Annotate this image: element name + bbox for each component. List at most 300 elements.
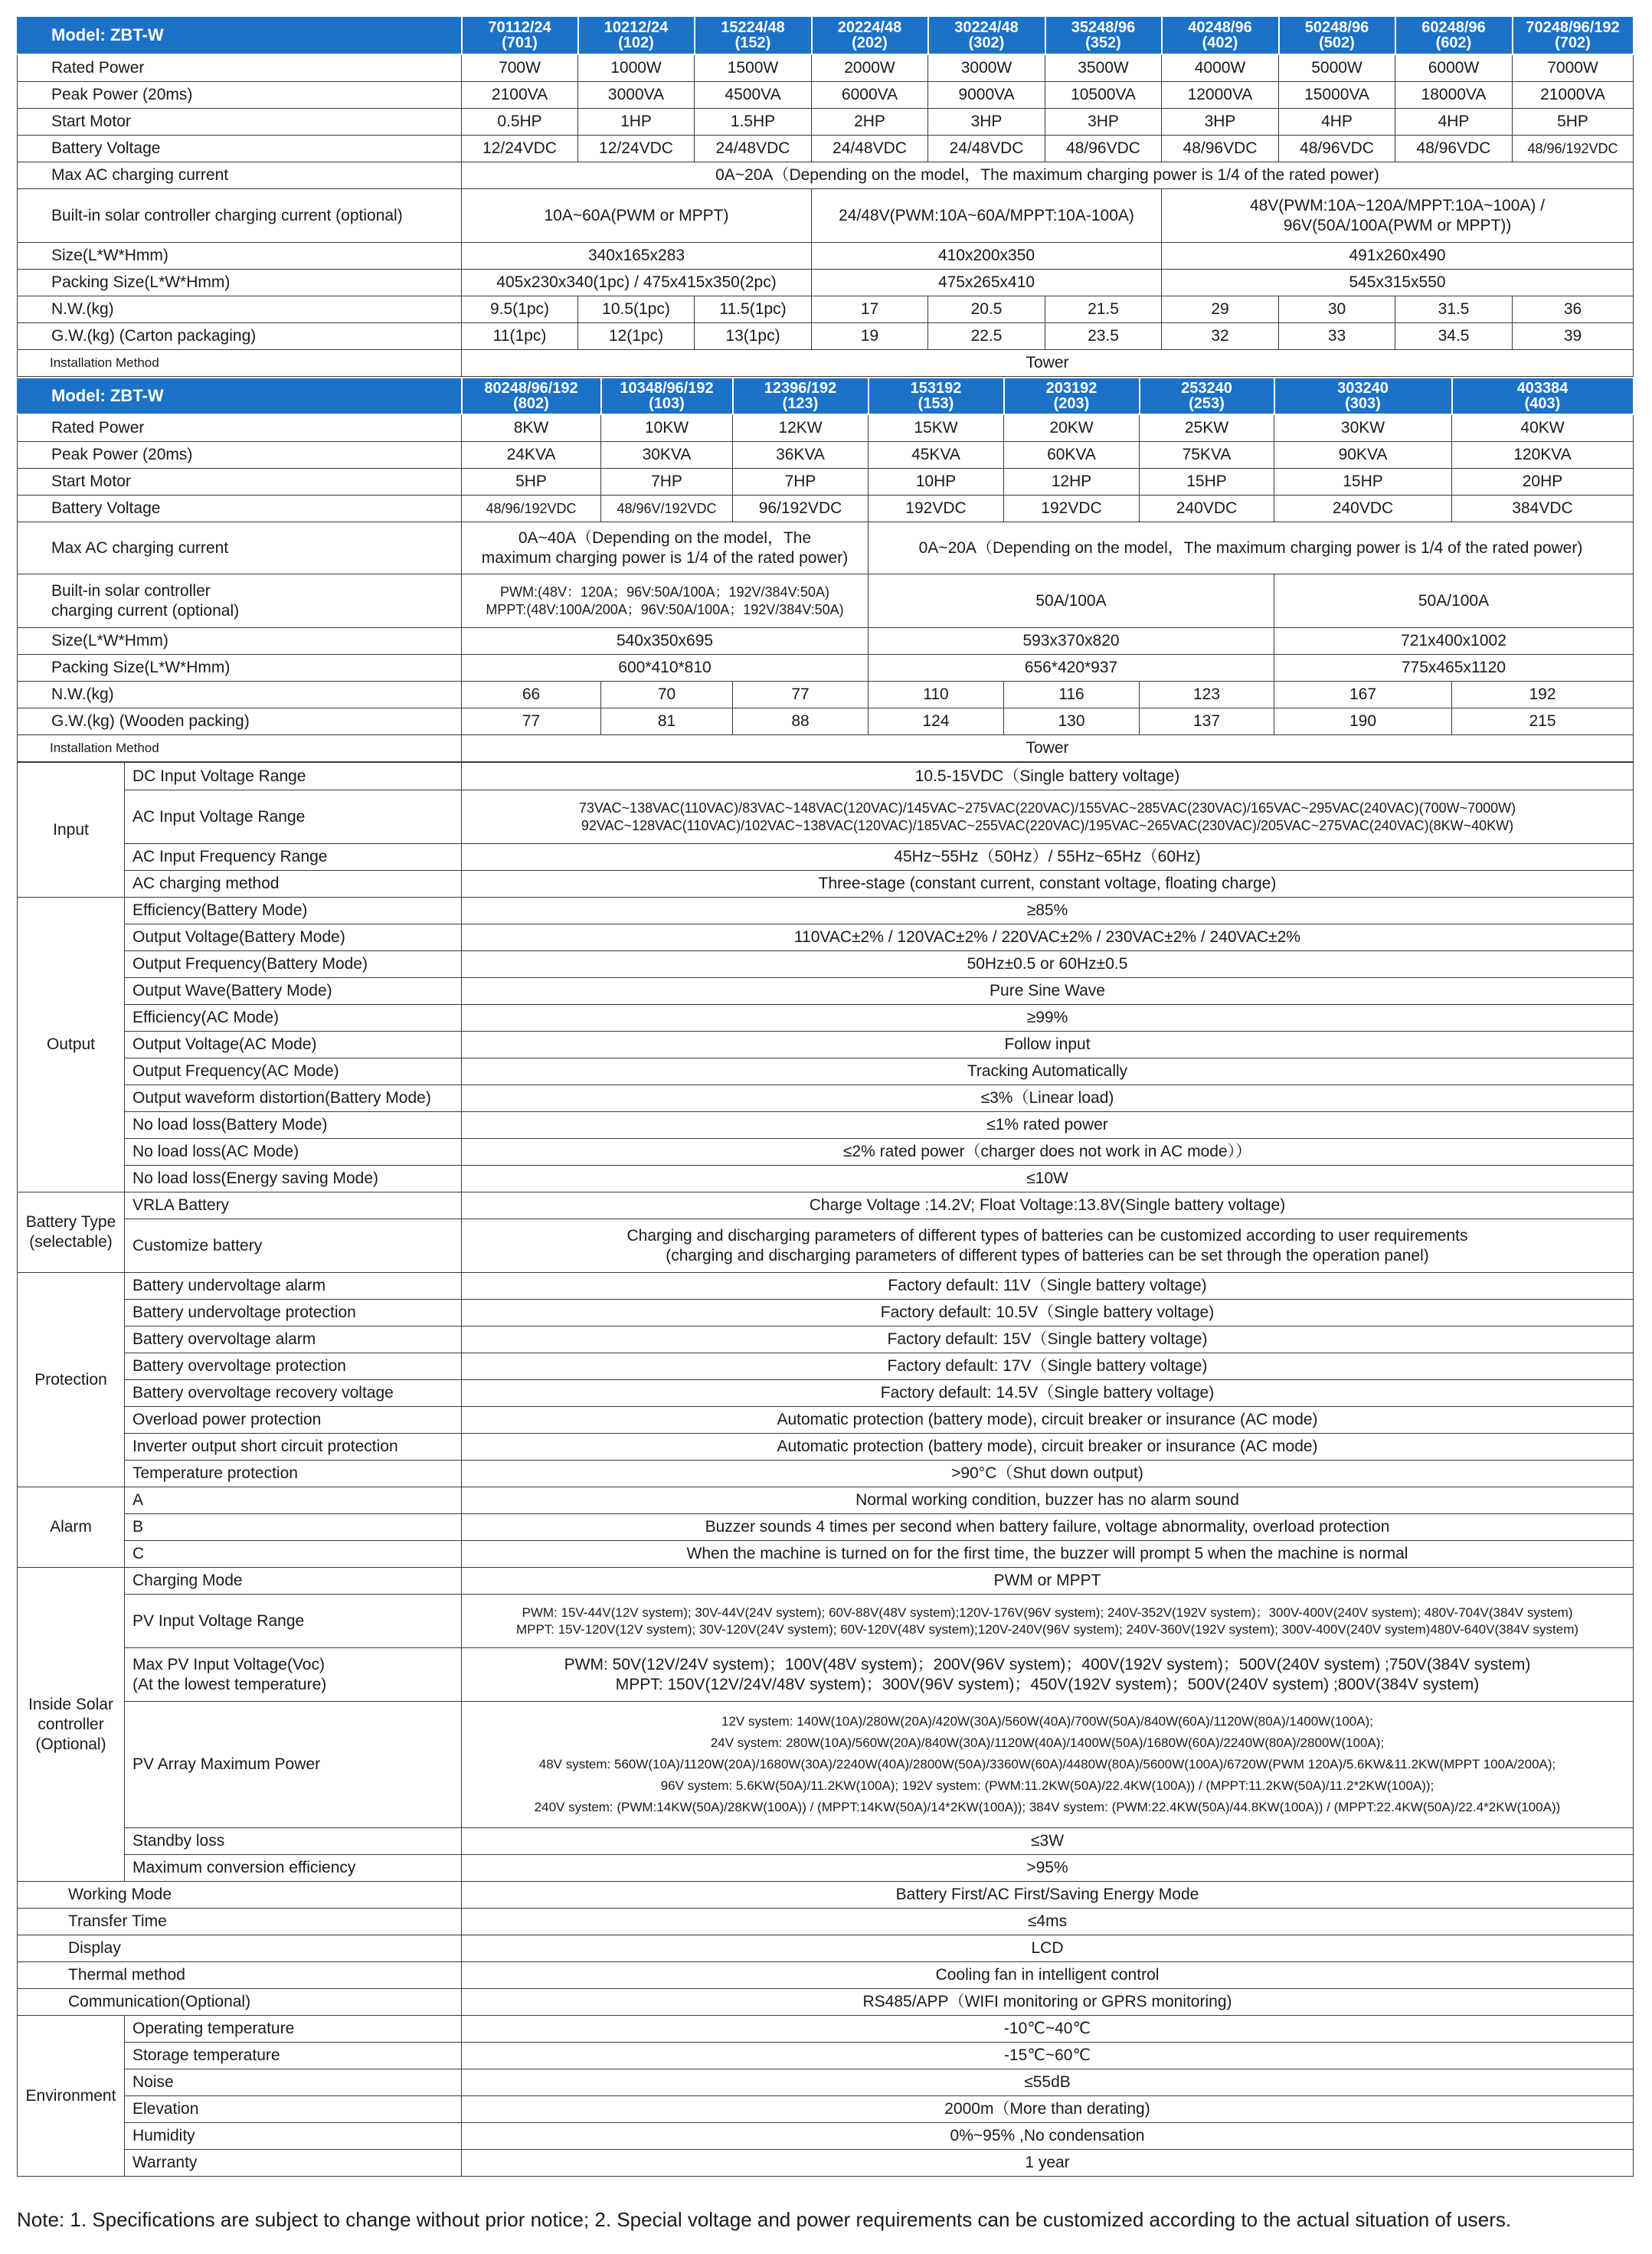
group-battery-type: Battery Type (selectable) bbox=[18, 1192, 125, 1273]
cell: 34.5 bbox=[1395, 323, 1513, 350]
cell: 77 bbox=[733, 682, 869, 708]
cell: 81 bbox=[601, 708, 733, 735]
cell: 540x350x695 bbox=[462, 628, 869, 655]
row-label: Installation Method bbox=[18, 350, 462, 377]
cell: Cooling fan in intelligent control bbox=[462, 1962, 1634, 1989]
cell: 110 bbox=[869, 682, 1004, 708]
cell: 190 bbox=[1274, 708, 1452, 735]
row-label: Operating temperature bbox=[125, 2016, 462, 2043]
cell: 1000W bbox=[578, 54, 695, 82]
row-label: Output waveform distortion(Battery Mode) bbox=[125, 1085, 462, 1112]
cell: Pure Sine Wave bbox=[462, 978, 1634, 1005]
spec-sheet bbox=[17, 15, 1633, 2177]
output-row bbox=[18, 1032, 1634, 1058]
cell: 15KW bbox=[869, 414, 1004, 442]
row-label: No load loss(AC Mode) bbox=[125, 1139, 462, 1166]
alarm-row bbox=[18, 1487, 1634, 1514]
cell: 600*410*810 bbox=[462, 655, 869, 682]
cell: 30KVA bbox=[601, 442, 733, 469]
row-label: Packing Size(L*W*Hmm) bbox=[18, 270, 462, 296]
model-header: 12396/192 (123) bbox=[733, 378, 869, 414]
row-label: G.W.(kg) (Carton packaging) bbox=[18, 323, 462, 350]
protection-row bbox=[18, 1407, 1634, 1434]
cell: 2100VA bbox=[462, 82, 578, 109]
model-header: 30224/48 (302) bbox=[928, 16, 1045, 54]
cell: 48/96V/192VDC bbox=[601, 496, 733, 522]
row-label: No load loss(Battery Mode) bbox=[125, 1112, 462, 1139]
model-header: 203192 (203) bbox=[1004, 378, 1140, 414]
row-label: Output Voltage(AC Mode) bbox=[125, 1032, 462, 1058]
cell: 22.5 bbox=[928, 323, 1045, 350]
cell: 21.5 bbox=[1045, 296, 1162, 323]
cell: 88 bbox=[733, 708, 869, 735]
row-label: Elevation bbox=[125, 2096, 462, 2123]
cell: 60KVA bbox=[1004, 442, 1140, 469]
spec-table-2 bbox=[17, 377, 1634, 762]
row-label: Rated Power bbox=[18, 414, 462, 442]
cell: 23.5 bbox=[1045, 323, 1162, 350]
cell: 2000m（More than derating) bbox=[462, 2096, 1634, 2123]
cell: 3000W bbox=[928, 54, 1045, 82]
nw-row bbox=[18, 296, 1634, 323]
model-header: 60248/96 (602) bbox=[1395, 16, 1513, 54]
env-row bbox=[18, 2043, 1634, 2069]
cell: Tower bbox=[462, 735, 1634, 762]
nw-row bbox=[18, 682, 1634, 708]
protection-row bbox=[18, 1434, 1634, 1461]
model-header: 50248/96 (502) bbox=[1279, 16, 1395, 54]
cell: 30 bbox=[1279, 296, 1395, 323]
env-row bbox=[18, 2123, 1634, 2150]
row-label: VRLA Battery bbox=[125, 1192, 462, 1219]
cell: Factory default: 17V（Single battery voltage) bbox=[462, 1353, 1634, 1380]
cell: 5HP bbox=[1513, 109, 1634, 136]
cell: 32 bbox=[1162, 323, 1279, 350]
row-label: Customize battery bbox=[125, 1219, 462, 1273]
row-label: Battery overvoltage protection bbox=[125, 1353, 462, 1380]
cell: 3HP bbox=[928, 109, 1045, 136]
cell: 8KW bbox=[462, 414, 601, 442]
row-label: Temperature protection bbox=[125, 1461, 462, 1487]
cell: 48/96VDC bbox=[1395, 136, 1513, 162]
cell: Factory default: 14.5V（Single battery voltage) bbox=[462, 1380, 1634, 1407]
cell: 0A~20A（Depending on the model，The maximum charging power is 1/4 of the rated power) bbox=[869, 522, 1634, 574]
battery-vrla-row bbox=[18, 1192, 1634, 1219]
row-label: Battery Voltage bbox=[18, 496, 462, 522]
row-label: N.W.(kg) bbox=[18, 682, 462, 708]
cell: 70 bbox=[601, 682, 733, 708]
output-row bbox=[18, 1112, 1634, 1139]
row-label: Max AC charging current bbox=[18, 522, 462, 574]
row-label: Start Motor bbox=[18, 109, 462, 136]
cell: 6000W bbox=[1395, 54, 1513, 82]
cell: 5000W bbox=[1279, 54, 1395, 82]
cell: 20.5 bbox=[928, 296, 1045, 323]
cell: 721x400x1002 bbox=[1274, 628, 1634, 655]
cell: 48/96VDC bbox=[1045, 136, 1162, 162]
input-dc-row bbox=[18, 763, 1634, 790]
general-row bbox=[18, 1989, 1634, 2016]
cell: 96/192VDC bbox=[733, 496, 869, 522]
cell: 3500W bbox=[1045, 54, 1162, 82]
cell: 0%~95% ,No condensation bbox=[462, 2123, 1634, 2150]
general-row bbox=[18, 1909, 1634, 1935]
cell: 20KW bbox=[1004, 414, 1140, 442]
model-label: Model: ZBT-W bbox=[18, 378, 462, 414]
cell: 50A/100A bbox=[1274, 574, 1634, 628]
env-row bbox=[18, 2150, 1634, 2177]
cell: 12/24VDC bbox=[462, 136, 578, 162]
row-label: Humidity bbox=[125, 2123, 462, 2150]
cell: 192VDC bbox=[1004, 496, 1140, 522]
cell: 9000VA bbox=[928, 82, 1045, 109]
cell: 20HP bbox=[1452, 469, 1634, 496]
solar-pv-array-row bbox=[18, 1702, 1634, 1828]
cell: 384VDC bbox=[1452, 496, 1634, 522]
input-charge-row bbox=[18, 871, 1634, 898]
cell: 1HP bbox=[578, 109, 695, 136]
cell: Charge Voltage :14.2V; Float Voltage:13.8V(Single battery voltage) bbox=[462, 1192, 1634, 1219]
model-header: 10348/96/192 (103) bbox=[601, 378, 733, 414]
cell: ≤3%（Linear load) bbox=[462, 1085, 1634, 1112]
peak-power-row bbox=[18, 82, 1634, 109]
row-label: Maximum conversion efficiency bbox=[125, 1855, 462, 1882]
protection-row bbox=[18, 1353, 1634, 1380]
solar-current-row bbox=[18, 189, 1634, 243]
model-header: 20224/48 (202) bbox=[812, 16, 928, 54]
row-label: AC Input Voltage Range bbox=[125, 790, 462, 844]
cell: 192VDC bbox=[869, 496, 1004, 522]
output-row bbox=[18, 1058, 1634, 1085]
cell: 7HP bbox=[733, 469, 869, 496]
row-label: PV Input Voltage Range bbox=[125, 1595, 462, 1648]
model-header: 15224/48 (152) bbox=[695, 16, 812, 54]
env-row bbox=[18, 2096, 1634, 2123]
max-ac-row bbox=[18, 162, 1634, 189]
battery-custom-row bbox=[18, 1219, 1634, 1273]
cell: 3HP bbox=[1045, 109, 1162, 136]
cell: ≤1% rated power bbox=[462, 1112, 1634, 1139]
gw-row bbox=[18, 323, 1634, 350]
cell: ≤10W bbox=[462, 1166, 1634, 1192]
cell: 3000VA bbox=[578, 82, 695, 109]
cell: 475x265x410 bbox=[812, 270, 1162, 296]
row-label: Output Wave(Battery Mode) bbox=[125, 978, 462, 1005]
output-row bbox=[18, 978, 1634, 1005]
cell: 10KW bbox=[601, 414, 733, 442]
row-label: Start Motor bbox=[18, 469, 462, 496]
cell: Normal working condition, buzzer has no alarm sound bbox=[462, 1487, 1634, 1514]
model-header: 403384 (403) bbox=[1452, 378, 1634, 414]
cell: 410x200x350 bbox=[812, 243, 1162, 270]
install-row bbox=[18, 350, 1634, 377]
cell: 12/24VDC bbox=[578, 136, 695, 162]
rated-power-row bbox=[18, 414, 1634, 442]
cell: ≥85% bbox=[462, 898, 1634, 924]
peak-power-row bbox=[18, 442, 1634, 469]
input-freq-row bbox=[18, 844, 1634, 871]
cell: 24/48VDC bbox=[695, 136, 812, 162]
cell: 0A~40A（Depending on the model，The maximum charging power is 1/4 of the rated power) bbox=[462, 522, 869, 574]
cell: 12HP bbox=[1004, 469, 1140, 496]
cell: 48/96VDC bbox=[1162, 136, 1279, 162]
solar-max-pv-row bbox=[18, 1648, 1634, 1702]
cell: 116 bbox=[1004, 682, 1140, 708]
cell: 24/48V(PWM:10A~60A/MPPT:10A-100A) bbox=[812, 189, 1162, 243]
row-label: A bbox=[125, 1487, 462, 1514]
row-label: Working Mode bbox=[18, 1882, 462, 1909]
group-protection: Protection bbox=[18, 1273, 125, 1487]
install-row bbox=[18, 735, 1634, 762]
cell: 0A~20A（Depending on the model，The maximum charging power is 1/4 of the rated power) bbox=[462, 162, 1634, 189]
row-label: Storage temperature bbox=[125, 2043, 462, 2069]
cell: 39 bbox=[1513, 323, 1634, 350]
cell: ≤3W bbox=[462, 1828, 1634, 1855]
model-header: 70248/96/192 (702) bbox=[1513, 16, 1634, 54]
solar-conversion-row bbox=[18, 1855, 1634, 1882]
row-label: Transfer Time bbox=[18, 1909, 462, 1935]
cell: ≤55dB bbox=[462, 2069, 1634, 2096]
row-label: N.W.(kg) bbox=[18, 296, 462, 323]
group-input: Input bbox=[18, 763, 125, 898]
cell: Battery First/AC First/Saving Energy Mode bbox=[462, 1882, 1634, 1909]
cell: ≤4ms bbox=[462, 1909, 1634, 1935]
output-row bbox=[18, 924, 1634, 951]
alarm-row bbox=[18, 1541, 1634, 1568]
cell: Factory default: 10.5V（Single battery voltage) bbox=[462, 1300, 1634, 1327]
output-row bbox=[18, 1005, 1634, 1032]
alarm-row bbox=[18, 1514, 1634, 1541]
cell: 10.5(1pc) bbox=[578, 296, 695, 323]
group-alarm: Alarm bbox=[18, 1487, 125, 1568]
cell: -10℃~40℃ bbox=[462, 2016, 1634, 2043]
cell: 775x465x1120 bbox=[1274, 655, 1634, 682]
cell: PWM: 50V(12V/24V system)；100V(48V system)；200V(96V system)；400V(192V system)；500V(240V system) ;750V(384V system) MPPT: 150V(12V/24V/48V system)；300V(96V system)；450V(192V system)；500V(240V system) ;800V(384V system) bbox=[462, 1648, 1634, 1702]
size-row bbox=[18, 243, 1634, 270]
cell: 4HP bbox=[1279, 109, 1395, 136]
cell: PWM: 15V-44V(12V system); 30V-44V(24V system); 60V-88V(48V system);120V-176V(96V system); 240V-352V(192V system)；300V-400V(240V system); 480V-704V(384V system) MPPT: 15V-120V(12V system); 30V-120V(24V system); 60V-120V(48V system);120V-240V(96V system); 240V-360V(192V system); 300V-400V(240V system)480V-640V(384V system) bbox=[462, 1595, 1634, 1648]
cell: Follow input bbox=[462, 1032, 1634, 1058]
cell: 110VAC±2% / 120VAC±2% / 220VAC±2% / 230VAC±2% / 240VAC±2% bbox=[462, 924, 1634, 951]
env-row bbox=[18, 2069, 1634, 2096]
cell: PWM:(48V：120A；96V:50A/100A；192V/384V:50A) MPPT:(48V:100A/200A；96V:50A/100A；192V/384V:50A) bbox=[462, 574, 869, 628]
cell: LCD bbox=[462, 1935, 1634, 1962]
cell: 1 year bbox=[462, 2150, 1634, 2177]
row-label: Built-in solar controller charging current (optional) bbox=[18, 189, 462, 243]
cell: 15000VA bbox=[1279, 82, 1395, 109]
cell: 5HP bbox=[462, 469, 601, 496]
cell: -15℃~60℃ bbox=[462, 2043, 1634, 2069]
cell: 7000W bbox=[1513, 54, 1634, 82]
spec-table-1 bbox=[17, 15, 1634, 377]
cell: 124 bbox=[869, 708, 1004, 735]
cell: 24/48VDC bbox=[928, 136, 1045, 162]
row-label: Battery Voltage bbox=[18, 136, 462, 162]
cell: 48/96/192VDC bbox=[462, 496, 601, 522]
battery-voltage-row bbox=[18, 136, 1634, 162]
row-label: G.W.(kg) (Wooden packing) bbox=[18, 708, 462, 735]
cell: 19 bbox=[812, 323, 928, 350]
cell: 30KW bbox=[1274, 414, 1452, 442]
cell: 15HP bbox=[1274, 469, 1452, 496]
cell: 12KW bbox=[733, 414, 869, 442]
cell: 24KVA bbox=[462, 442, 601, 469]
cell: 2000W bbox=[812, 54, 928, 82]
model-header: 80248/96/192 (802) bbox=[462, 378, 601, 414]
cell: 6000VA bbox=[812, 82, 928, 109]
cell: 25KW bbox=[1140, 414, 1274, 442]
battery-voltage-row bbox=[18, 496, 1634, 522]
cell: 137 bbox=[1140, 708, 1274, 735]
cell: 656*420*937 bbox=[869, 655, 1274, 682]
cell: When the machine is turned on for the first time, the buzzer will prompt 5 when the machine is normal bbox=[462, 1541, 1634, 1568]
cell: 73VAC~138VAC(110VAC)/83VAC~148VAC(120VAC)/145VAC~275VAC(220VAC)/155VAC~285VAC(230VAC)/165VAC~295VAC(240VAC)(700W~7000W) 92VAC~128VAC(110VAC)/102VAC~138VAC(120VAC)/185VAC~255VAC(220VAC)/195VAC~265VAC(230VAC)/205VAC~275VAC(240VAC)(8KW~40KW) bbox=[462, 790, 1634, 844]
row-label: Noise bbox=[125, 2069, 462, 2096]
row-label: No load loss(Energy saving Mode) bbox=[125, 1166, 462, 1192]
protection-row bbox=[18, 1380, 1634, 1407]
cell: 240VDC bbox=[1140, 496, 1274, 522]
solar-mode-row bbox=[18, 1568, 1634, 1595]
output-row bbox=[18, 898, 1634, 924]
cell: 15HP bbox=[1140, 469, 1274, 496]
output-row bbox=[18, 951, 1634, 978]
solar-current-row bbox=[18, 574, 1634, 628]
cell: >95% bbox=[462, 1855, 1634, 1882]
protection-row bbox=[18, 1327, 1634, 1353]
input-ac-range-row bbox=[18, 790, 1634, 844]
model-header-row bbox=[18, 16, 1634, 54]
cell: 40KW bbox=[1452, 414, 1634, 442]
general-row bbox=[18, 1935, 1634, 1962]
cell: 2HP bbox=[812, 109, 928, 136]
cell: 1500W bbox=[695, 54, 812, 82]
row-label: C bbox=[125, 1541, 462, 1568]
cell: Charging and discharging parameters of different types of batteries can be customized according to user requirements (charging and discharging parameters of different types of batteries can be set through the operation panel) bbox=[462, 1219, 1634, 1273]
row-label: Overload power protection bbox=[125, 1407, 462, 1434]
rated-power-row bbox=[18, 54, 1634, 82]
cell: 10HP bbox=[869, 469, 1004, 496]
output-row bbox=[18, 1085, 1634, 1112]
row-label: Rated Power bbox=[18, 54, 462, 82]
row-label: Standby loss bbox=[125, 1828, 462, 1855]
cell: 405x230x340(1pc) / 475x415x350(2pc) bbox=[462, 270, 812, 296]
cell: 700W bbox=[462, 54, 578, 82]
cell: 48/96/192VDC bbox=[1513, 136, 1634, 162]
cell: 0.5HP bbox=[462, 109, 578, 136]
cell: 4500VA bbox=[695, 82, 812, 109]
cell: 3HP bbox=[1162, 109, 1279, 136]
cell: 21000VA bbox=[1513, 82, 1634, 109]
cell: Tower bbox=[462, 350, 1634, 377]
packing-row bbox=[18, 655, 1634, 682]
cell: 167 bbox=[1274, 682, 1452, 708]
protection-row bbox=[18, 1300, 1634, 1327]
cell: 11(1pc) bbox=[462, 323, 578, 350]
cell: 36 bbox=[1513, 296, 1634, 323]
cell: ≤2% rated power（charger does not work in AC mode）） bbox=[462, 1139, 1634, 1166]
group-solar-controller: Inside Solar controller (Optional) bbox=[18, 1568, 125, 1882]
cell: ≥99% bbox=[462, 1005, 1634, 1032]
cell: 17 bbox=[812, 296, 928, 323]
cell: 50A/100A bbox=[869, 574, 1274, 628]
row-label: Communication(Optional) bbox=[18, 1989, 462, 2016]
cell: 29 bbox=[1162, 296, 1279, 323]
cell: 12V system: 140W(10A)/280W(20A)/420W(30A)/560W(40A)/700W(50A)/840W(60A)/1120W(80A)/1400W(100A); 24V system: 280W(10A)/560W(20A)/840W(30A)/1120W(40A)/1400W(50A)/1680W(60A)/2240W(80A)/2800W(100A); 48V system: 560W(10A)/1120W(20A)/1680W(30A)/2240W(40A)/2800W(50A)/3360W(60A)/4480W(80A)/5600W(100A)/6720W(PWM 120A)/5.6KW&11.2KW(MPPT 100A/200A); 96V system: 5.6KW(50A)/11.2KW(100A); 192V system: (PWM:11.2KW(50A)/22.4KW(100A)) / (MPPT:11.2KW(50A)/11.2*2KW(100A)); 240V system: (PWM:14KW(50A)/28KW(100A)) / (MPPT:14KW(50A)/14*2KW(100A)); 384V system: (PWM:22.4KW(50A)/44.8KW(100A)) / (MPPT:22.4KW(50A)/22.4*2KW(100A)) bbox=[462, 1702, 1634, 1828]
solar-pv-input-row bbox=[18, 1595, 1634, 1648]
cell: 33 bbox=[1279, 323, 1395, 350]
row-label: PV Array Maximum Power bbox=[125, 1702, 462, 1828]
model-header: 303240 (303) bbox=[1274, 378, 1452, 414]
row-label: Charging Mode bbox=[125, 1568, 462, 1595]
cell: 491x260x490 bbox=[1162, 243, 1634, 270]
cell: 31.5 bbox=[1395, 296, 1513, 323]
row-label: Packing Size(L*W*Hmm) bbox=[18, 655, 462, 682]
model-header: 40248/96 (402) bbox=[1162, 16, 1279, 54]
cell: Factory default: 15V（Single battery voltage) bbox=[462, 1327, 1634, 1353]
cell: 75KVA bbox=[1140, 442, 1274, 469]
cell: Three-stage (constant current, constant voltage, floating charge) bbox=[462, 871, 1634, 898]
cell: PWM or MPPT bbox=[462, 1568, 1634, 1595]
cell: 13(1pc) bbox=[695, 323, 812, 350]
cell: 10A~60A(PWM or MPPT) bbox=[462, 189, 812, 243]
row-label: Max AC charging current bbox=[18, 162, 462, 189]
cell: 45KVA bbox=[869, 442, 1004, 469]
model-header: 253240 (253) bbox=[1140, 378, 1274, 414]
row-label: Peak Power (20ms) bbox=[18, 442, 462, 469]
cell: 48/96VDC bbox=[1279, 136, 1395, 162]
cell: Automatic protection (battery mode), circuit breaker or insurance (AC mode) bbox=[462, 1434, 1634, 1461]
cell: 7HP bbox=[601, 469, 733, 496]
model-label: Model: ZBT-W bbox=[18, 16, 462, 54]
cell: 90KVA bbox=[1274, 442, 1452, 469]
cell: 4HP bbox=[1395, 109, 1513, 136]
cell: 4000W bbox=[1162, 54, 1279, 82]
protection-row bbox=[18, 1461, 1634, 1487]
packing-row bbox=[18, 270, 1634, 296]
row-label: Battery overvoltage recovery voltage bbox=[125, 1380, 462, 1407]
solar-standby-row bbox=[18, 1828, 1634, 1855]
spec-table-3 bbox=[17, 762, 1634, 2177]
model-header: 10212/24 (102) bbox=[578, 16, 695, 54]
cell: 593x370x820 bbox=[869, 628, 1274, 655]
row-label: Built-in solar controller charging current (optional) bbox=[18, 574, 462, 628]
row-label: Inverter output short circuit protection bbox=[125, 1434, 462, 1461]
row-label: Battery undervoltage protection bbox=[125, 1300, 462, 1327]
group-output: Output bbox=[18, 898, 125, 1192]
row-label: Size(L*W*Hmm) bbox=[18, 243, 462, 270]
max-ac-row bbox=[18, 522, 1634, 574]
cell: Buzzer sounds 4 times per second when battery failure, voltage abnormality, overload protection bbox=[462, 1514, 1634, 1541]
cell: 9.5(1pc) bbox=[462, 296, 578, 323]
cell: 120KVA bbox=[1452, 442, 1634, 469]
cell: 50Hz±0.5 or 60Hz±0.5 bbox=[462, 951, 1634, 978]
cell: 340x165x283 bbox=[462, 243, 812, 270]
row-label: Output Frequency(Battery Mode) bbox=[125, 951, 462, 978]
size-row bbox=[18, 628, 1634, 655]
cell: 24/48VDC bbox=[812, 136, 928, 162]
row-label: DC Input Voltage Range bbox=[125, 763, 462, 790]
row-label: Efficiency(AC Mode) bbox=[125, 1005, 462, 1032]
cell: 66 bbox=[462, 682, 601, 708]
row-label: B bbox=[125, 1514, 462, 1541]
row-label: AC charging method bbox=[125, 871, 462, 898]
row-label: Thermal method bbox=[18, 1962, 462, 1989]
cell: Factory default: 11V（Single battery voltage) bbox=[462, 1273, 1634, 1300]
output-row bbox=[18, 1139, 1634, 1166]
cell: Tracking Automatically bbox=[462, 1058, 1634, 1085]
row-label: Warranty bbox=[125, 2150, 462, 2177]
general-row bbox=[18, 1882, 1634, 1909]
